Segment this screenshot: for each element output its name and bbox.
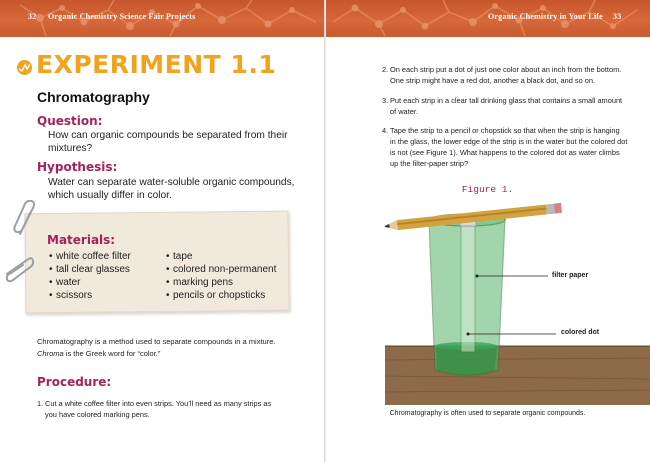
paper-clip-icon	[13, 200, 39, 236]
material-item: • tall clear glasses	[49, 263, 131, 276]
step-line: On each strip put a dot of just one color about an inch from the bottom.	[390, 65, 622, 74]
book-gutter	[324, 0, 326, 462]
procedure-step	[382, 125, 637, 169]
left-running-head: Organic Chemistry Science Fair Projects	[48, 12, 196, 21]
definition-line	[37, 348, 297, 360]
left-header-band	[0, 0, 325, 37]
step-line: Put each strip in a clear tall drinking glass that contains a small amount	[390, 96, 623, 105]
right-running-head: Organic Chemistry in Your Life	[488, 12, 603, 21]
procedure-step	[382, 95, 632, 117]
definition-term: Chroma	[37, 349, 64, 358]
hypothesis-line: which usually differ in color.	[48, 190, 172, 201]
step-number: 4.	[382, 126, 389, 135]
left-page-number: 32	[28, 12, 37, 21]
step-line: Cut a white coffee filter into even strips. You’ll need as many strips as	[45, 399, 272, 408]
right-page	[325, 0, 650, 462]
step-line: Tape the strip to a pencil or chopstick so that when the strip is hanging	[390, 126, 620, 135]
step-number: 3.	[382, 96, 389, 105]
colored-dot-label: colored dot	[561, 329, 600, 336]
material-item: • water	[49, 276, 131, 289]
materials-heading: Materials:	[47, 233, 116, 247]
step-line: is not (see Figure 1). What happens to the colored dot as water climbs	[390, 148, 620, 157]
hypothesis-line: Water can separate water-soluble organic compounds,	[48, 177, 295, 188]
procedure-step	[37, 398, 307, 420]
material-item: • scissors	[49, 289, 131, 302]
step-line: you have colored marking pens.	[45, 410, 150, 419]
paper-clip-icon	[5, 254, 35, 286]
definition-text	[37, 336, 297, 360]
experiment-badge-icon	[17, 60, 32, 75]
chromatography-illustration	[385, 200, 650, 405]
step-line: One strip might have a red dot, another a black dot, and so on.	[390, 76, 596, 85]
material-item: • tape	[166, 250, 276, 263]
definition-rest: is the Greek word for “color.”	[63, 349, 161, 358]
question-heading: Question:	[37, 114, 103, 128]
hypothesis-heading: Hypothesis:	[37, 160, 118, 174]
figure-title: Figure 1.	[461, 184, 514, 195]
figure-caption: Chromatography is often used to separate organic compounds.	[389, 410, 586, 417]
step-number: 1.	[37, 399, 44, 408]
right-header-band	[325, 0, 650, 37]
material-item: • colored non-permanent	[166, 263, 276, 276]
question-text	[48, 129, 288, 155]
material-item-continuation	[166, 276, 276, 289]
material-continuation-text: marking pens	[173, 277, 234, 288]
question-line: How can organic compounds be separated from their	[48, 130, 288, 141]
procedure-heading: Procedure:	[37, 375, 112, 389]
step-line: of water.	[390, 107, 418, 116]
experiment-subtitle: Chromatography	[37, 89, 150, 105]
step-line: in the glass, the lower edge of the strip is in the water but the colored dot	[390, 137, 628, 146]
experiment-title: EXPERIMENT 1.1	[36, 50, 277, 79]
material-item: • white coffee filter	[49, 250, 131, 263]
step-number: 2.	[382, 65, 389, 74]
materials-list-col2	[166, 250, 276, 302]
question-line: mixtures?	[48, 143, 93, 154]
materials-list-col1	[49, 250, 131, 302]
material-item: • pencils or chopsticks	[166, 289, 276, 302]
hypothesis-text	[48, 176, 295, 202]
filter-paper-label: filter paper	[552, 272, 589, 279]
definition-line: Chromatography is a method used to separate compounds in a mixture.	[37, 337, 276, 346]
procedure-step	[382, 64, 632, 86]
step-line: up the filter-paper strip?	[390, 159, 469, 168]
right-page-number: 33	[613, 12, 622, 21]
